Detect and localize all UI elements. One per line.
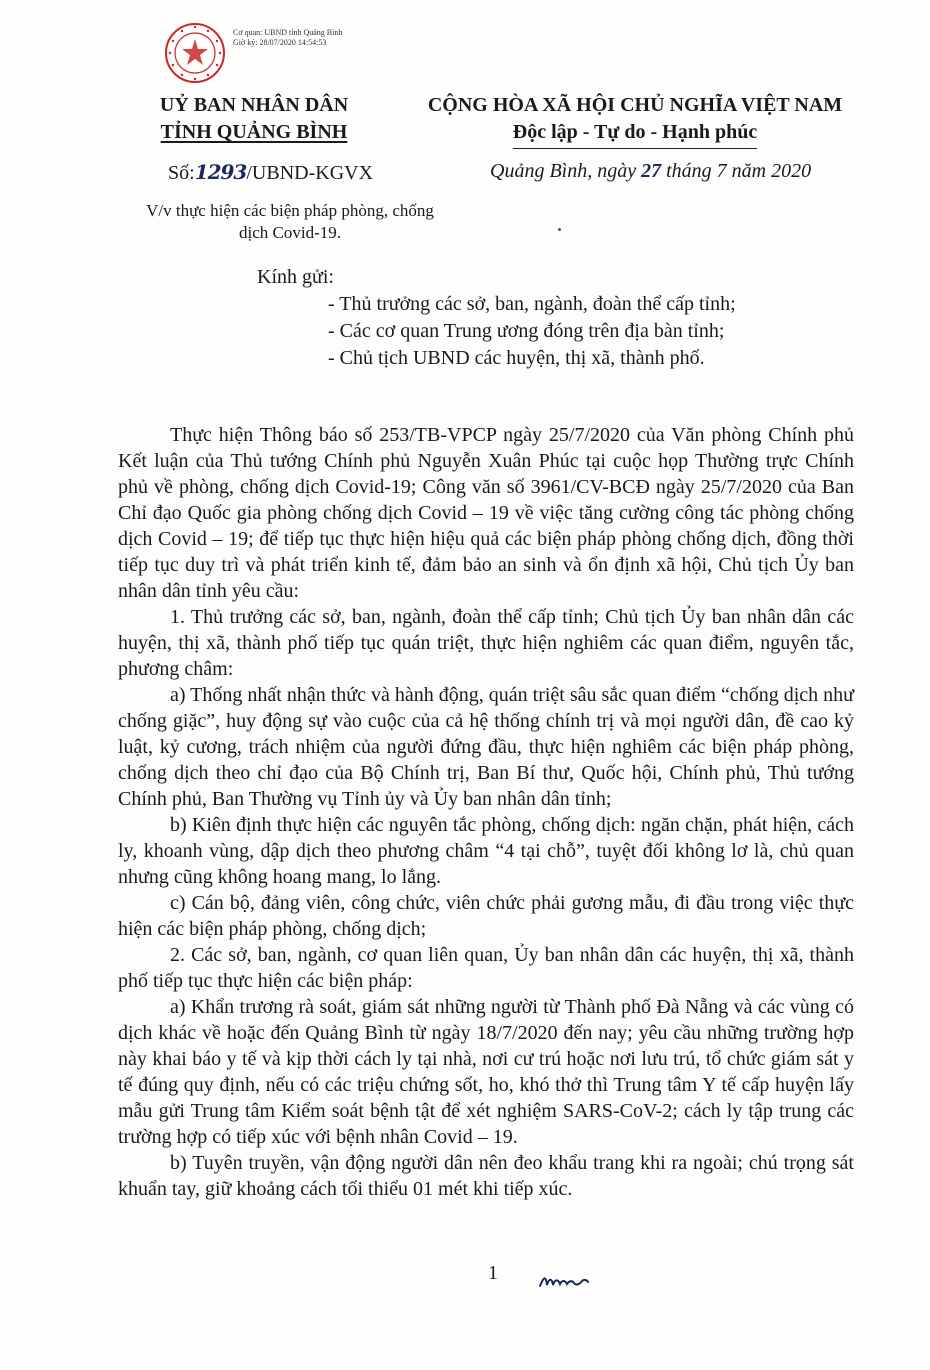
recipient-item: - Các cơ quan Trung ương đóng trên địa bàn tỉnh; [328, 320, 725, 342]
document-number [168, 160, 373, 185]
org-line2: TỈNH QUẢNG BÌNH [160, 121, 348, 143]
page-number: 1 [488, 1262, 498, 1284]
official-seal-icon [164, 22, 226, 84]
doc-number-handwritten: 1293 [194, 160, 247, 184]
document-body [118, 422, 854, 1202]
org-line1: UỶ BAN NHÂN DÂN [159, 94, 349, 116]
body-paragraph: Thực hiện Thông báo số 253/TB-VPCP ngày 25/7/2020 của Văn phòng Chính phủ Kết luận của Thủ tướng Chính phủ Nguyễn Xuân Phúc tại cuộc họp Thường trực Chính phủ về phòng, chống dịch Covid-19; Công văn số 3961/CV-BCĐ ngày 25/7/2020 của Ban Chỉ đạo Quốc gia phòng chống dịch Covid – 19 về việc tăng cường công tác phòng chống dịch Covid – 19; để tiếp tục thực hiện hiệu quả các biện pháp phòng chống dịch, đồng thời tiếp tục duy trì và phát triển kinh tế, đảm bảo an sinh và ổn định xã hội, Chủ tịch Ủy ban nhân dân tỉnh yêu cầu: [118, 424, 854, 602]
date-line [490, 160, 811, 183]
recipients-label: Kính gửi: [257, 266, 334, 288]
signature-agency: Cơ quan: UBND tỉnh Quảng Bình [233, 28, 343, 37]
doc-number-suffix: /UBND-KGVX [246, 162, 374, 184]
recipient-list [328, 291, 736, 372]
recipient-item: - Chủ tịch UBND các huyện, thị xã, thành phố. [328, 347, 705, 369]
national-motto: Độc lập - Tự do - Hạnh phúc [513, 119, 757, 149]
body-paragraph: c) Cán bộ, đảng viên, công chức, viên chức phải gương mẫu, đi đầu trong việc thực hiện các biện pháp phòng, chống dịch; [118, 892, 854, 940]
body-paragraph: 1. Thủ trưởng các sở, ban, ngành, đoàn thể cấp tỉnh; Chủ tịch Ủy ban nhân dân các huyện, thị xã, thành phố tiếp tục quán triệt, thực hiện nghiêm các quan điểm, nguyên tắc, phương châm: [118, 606, 854, 680]
digital-signature-info [233, 28, 342, 48]
date-day-handwritten: 27 [641, 160, 662, 182]
body-paragraph: b) Tuyên truyền, vận động người dân nên đeo khẩu trang khi ra ngoài; chú trọng sát khuẩn tay, giữ khoảng cách tối thiểu 01 mét khi tiếp xúc. [118, 1152, 854, 1200]
nation-title: CỘNG HÒA XÃ HỘI CHỦ NGHĨA VIỆT NAM [427, 94, 843, 116]
body-paragraph: a) Thống nhất nhận thức và hành động, quán triệt sâu sắc quan điểm “chống dịch như chống giặc”, huy động sự vào cuộc của cả hệ thống chính trị và mọi người dân, đề cao kỷ luật, kỷ cương, trách nhiệm của người đứng đầu, thực hiện nghiêm các biện pháp phòng, chống dịch theo chỉ đạo của Bộ Chính trị, Ban Bí thư, Quốc hội, Chính phủ, Thủ tướng Chính phủ, Ban Thường vụ Tỉnh ủy và Ủy ban nhân dân tỉnh; [118, 684, 854, 810]
issuing-organization [138, 92, 370, 146]
handwritten-initials-icon [538, 1270, 590, 1292]
body-paragraph: 2. Các sở, ban, ngành, cơ quan liên quan, Ủy ban nhân dân các huyện, thị xã, thành phố tiếp tục thực hiện các biện pháp: [118, 944, 854, 992]
body-paragraph: b) Kiên định thực hiện các nguyên tắc phòng, chống dịch: ngăn chặn, phát hiện, cách ly, khoanh vùng, dập dịch theo phương châm “4 tại chỗ”, tuyệt đối không lơ là, chủ quan nhưng cũng không hoang mang, lo lắng. [118, 814, 854, 888]
national-header [400, 92, 870, 149]
ink-dot [558, 228, 561, 231]
signature-time: Giờ ký: 28/07/2020 14:54:53 [233, 38, 327, 47]
date-prefix: Quảng Bình, ngày [490, 160, 637, 182]
document-subject: V/v thực hiện các biện pháp phòng, chống dịch Covid-19. [146, 201, 434, 242]
date-suffix: tháng 7 năm 2020 [666, 160, 812, 182]
recipient-item: - Thủ trưởng các sở, ban, ngành, đoàn thể cấp tỉnh; [328, 293, 736, 315]
doc-number-prefix: Số: [168, 162, 195, 184]
body-paragraph: a) Khẩn trương rà soát, giám sát những người từ Thành phố Đà Nẵng và các vùng có dịch khác về hoặc đến Quảng Bình từ ngày 18/7/2020 đến nay; yêu cầu những trường hợp này khai báo y tế và kịp thời cách ly tại nhà, nơi cư trú hoặc nơi lưu trú, tổ chức giám sát y tế đúng quy định, nếu có các triệu chứng sốt, ho, khó thở thì Trung tâm Y tế cấp huyện lấy mẫu gửi Trung tâm Kiểm soát bệnh tật để xét nghiệm SARS-CoV-2; cách ly tập trung các trường hợp có tiếp xúc với bệnh nhân Covid – 19. [118, 996, 854, 1148]
